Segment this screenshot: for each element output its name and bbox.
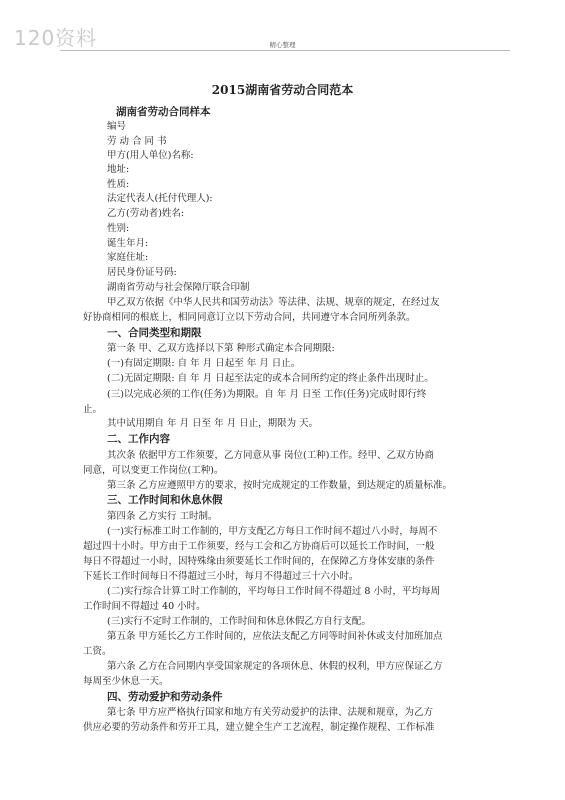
paragraph-line: (二)无固定期限: 自 年 月 日起至法定的或本合同所约定的终止条件出现时止。 <box>107 373 434 384</box>
paragraph-line: (二)实行综合计算工时工作制的，平均每日工作时间不得超过 8 小时，平均每周 <box>107 586 440 597</box>
paragraph-line: 供应必要的劳动条件和劳开工具，建立健全生产工艺流程，制定操作规程、工作标准 <box>83 722 435 733</box>
contract-book-label: 劳 动 合 同 书 <box>107 136 167 147</box>
section-heading: 一、合同类型和期限 <box>107 327 202 339</box>
paragraph-line: 每日不得超过一小时，因特殊缘由须要延长工作时间的，在保障乙方身体安康的条件 <box>83 556 435 567</box>
paragraph-line: (一)有固定期限: 自 年 月 日起至 年 月 日止。 <box>107 358 301 369</box>
printer-note: 湖南省劳动与社会保障厅联合印制 <box>107 282 250 293</box>
field-legal-rep: 法定代表人(托付代理人): <box>107 193 213 204</box>
paragraph-line: 第六条 乙方在合同期内享受国家规定的各项休息、休假的权利，甲方应保证乙方 <box>107 661 443 672</box>
paragraph-line: 第七条 甲方应严格执行国家和地方有关劳动爱护的法律、法规和规章，为乙方 <box>107 707 434 718</box>
section-heading: 三、工作时间和休息休假 <box>107 494 223 506</box>
paragraph-line: (一)实行标准工时工作制的，甲方支配乙方每日工作时间不超过八小时，每周不 <box>107 526 438 537</box>
field-gender: 性别: <box>107 223 130 234</box>
paragraph-line: (三)以完成必须的工作(任务)为期限。自 年 月 日至 工作(任务)完成时即行终 <box>107 389 427 400</box>
field-employee-name: 乙方(劳动者)姓名: <box>107 208 185 219</box>
paragraph-line: 工资。 <box>83 646 112 657</box>
section-heading: 二、工作内容 <box>107 433 170 445</box>
paragraph-line: 工作时间不得超过 40 小时。 <box>83 601 206 612</box>
watermark: 120资料 <box>14 26 98 50</box>
field-number: 编号 <box>107 121 127 132</box>
subtitle: 湖南省劳动合同样本 <box>116 106 211 118</box>
paragraph-line: 甲乙双方依据《中华人民共和国劳动法》等法律、法规、规章的规定，在经过友 <box>107 297 440 308</box>
field-birth: 诞生年月: <box>107 238 149 249</box>
field-nature: 性质: <box>107 179 130 190</box>
paragraph-line: (三)实行不定时工作制的，工作时间和休息休假乙方自行支配。 <box>107 616 371 627</box>
paragraph-line: 第一条 甲、乙双方选择以下第 种形式确定本合同期限: <box>107 343 335 354</box>
paragraph-line: 止。 <box>83 404 103 415</box>
paragraph-line: 好协商相同的根底上，相同同意订立以下劳动合同，共同遵守本合同所列条款。 <box>83 312 416 323</box>
paragraph-line: 第三条 乙方应遵照甲方的要求，按时完成规定的工作数量，到达规定的质量标准。 <box>107 480 453 491</box>
paragraph-line: 其次条 依据甲方工作须要，乙方同意从事 岗位(工种)工作。经甲、乙双方协商 <box>107 450 434 461</box>
paragraph-line: 同意，可以变更工作岗位(工种)。 <box>83 465 224 476</box>
paragraph-line: 下延长工作时间每日不得超过三小时，每月不得超过三十六小时。 <box>83 571 359 582</box>
paragraph-line: 每周至少休息一天。 <box>83 676 169 687</box>
header-divider <box>60 50 510 51</box>
section-heading: 四、劳动爱护和劳动条件 <box>107 691 223 703</box>
paragraph-line: 其中试用期自 年 月 日至 年 月 日止，期限为 天。 <box>107 418 319 429</box>
field-employer-name: 甲方(用人单位)名称: <box>107 150 194 161</box>
field-id-number: 居民身份证号码: <box>107 267 177 278</box>
paragraph-line: 超过四十小时。甲方由于工作须要，经与工会和乙方协商后可以延长工作时间，一般 <box>83 541 435 552</box>
field-home-address: 家庭住址: <box>107 252 149 263</box>
document-title: 2015湖南省劳动合同范本 <box>211 83 354 97</box>
header-note: 精心整理 <box>269 41 296 49</box>
field-address: 地址: <box>107 164 130 175</box>
paragraph-line: 第五条 甲方延长乙方工作时间的，应依法支配乙方同等时间补休或支付加班加点 <box>107 631 443 642</box>
paragraph-line: 第四条 乙方实行 工时制。 <box>107 511 218 522</box>
